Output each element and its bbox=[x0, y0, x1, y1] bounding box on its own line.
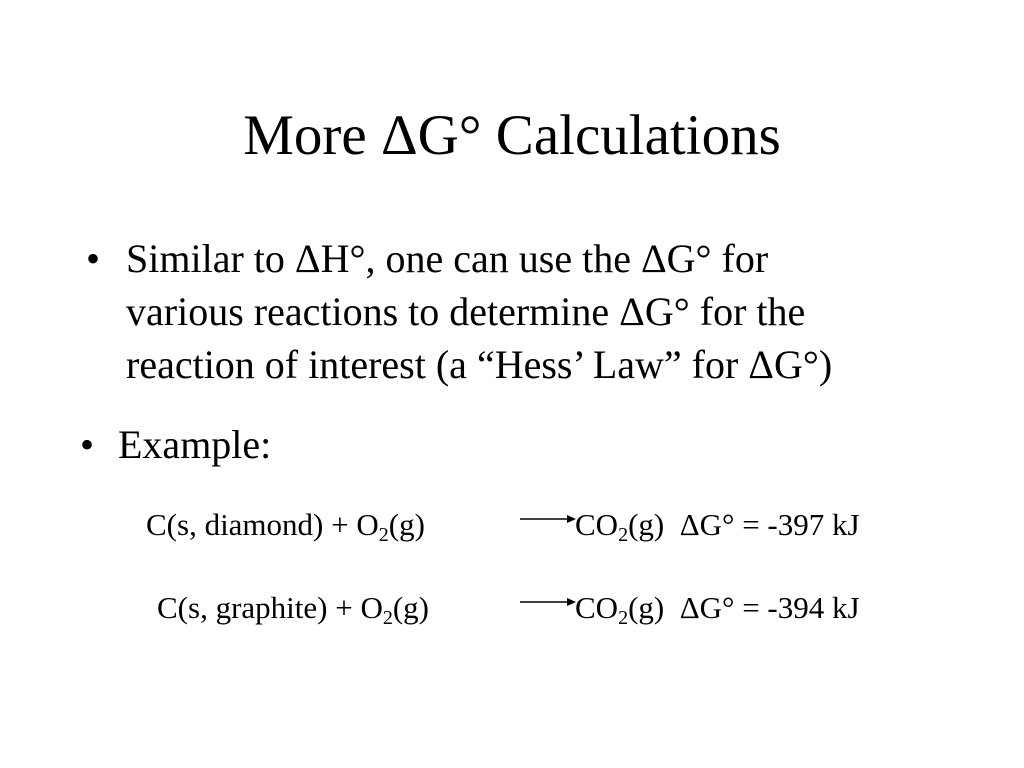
reaction-reactants bbox=[157, 588, 429, 628]
bullet-marker: • bbox=[80, 422, 95, 467]
bullet-text bbox=[126, 232, 966, 391]
reaction-products bbox=[575, 505, 860, 545]
reactants-state: (g) bbox=[388, 507, 425, 542]
bullet-text: Example: bbox=[118, 422, 272, 467]
products-text: CO bbox=[575, 507, 619, 542]
right-arrow-icon bbox=[520, 591, 576, 613]
bullet-line: reaction of interest (a “Hess’ Law” for ΔG°) bbox=[126, 342, 833, 387]
products-delta-g: (g) ΔG° = -394 kJ bbox=[628, 590, 860, 625]
subscript: 2 bbox=[382, 607, 393, 629]
products-text: CO bbox=[575, 590, 619, 625]
reactants-state: (g) bbox=[392, 590, 429, 625]
reaction-products bbox=[575, 588, 860, 628]
reaction-reactants bbox=[146, 505, 425, 545]
reactants-text: C(s, graphite) + O bbox=[157, 590, 383, 625]
bullet-marker: • bbox=[86, 236, 101, 281]
slide-title: More ΔG° Calculations bbox=[243, 104, 781, 167]
products-delta-g: (g) ΔG° = -397 kJ bbox=[628, 507, 860, 542]
subscript: 2 bbox=[618, 524, 629, 546]
subscript: 2 bbox=[378, 524, 389, 546]
reactants-text: C(s, diamond) + O bbox=[146, 507, 379, 542]
subscript: 2 bbox=[618, 607, 629, 629]
bullet-line: various reactions to determine ΔG° for the bbox=[126, 289, 806, 334]
bullet-line: Similar to ΔH°, one can use the ΔG° for bbox=[126, 236, 769, 281]
right-arrow-icon bbox=[520, 508, 576, 530]
